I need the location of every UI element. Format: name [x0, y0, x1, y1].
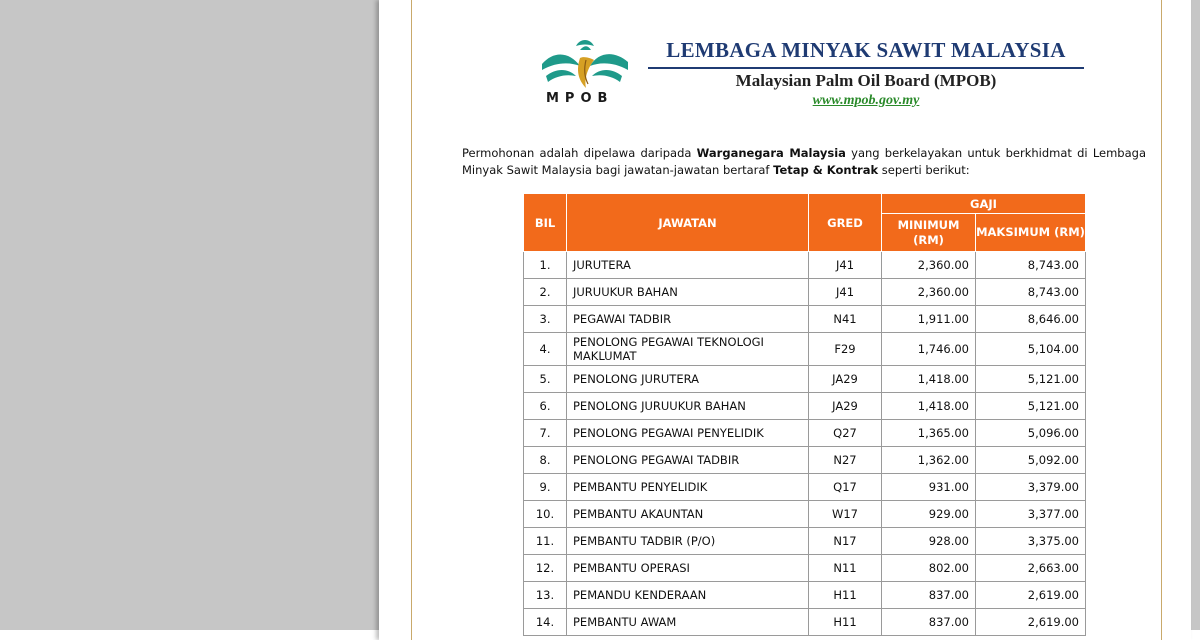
cell-maksimum: 5,092.00: [976, 447, 1086, 474]
cell-jawatan: PEMANDU KENDERAAN: [567, 582, 809, 609]
cell-minimum: 931.00: [882, 474, 976, 501]
cell-bil: 10.: [524, 501, 567, 528]
cell-bil: 4.: [524, 333, 567, 366]
cell-jawatan: PEGAWAI TADBIR: [567, 306, 809, 333]
table-row: [524, 609, 1086, 636]
cell-bil: 11.: [524, 528, 567, 555]
intro-bold-citizenship: Warganegara Malaysia: [696, 146, 846, 160]
cell-maksimum: 3,379.00: [976, 474, 1086, 501]
header-jawatan: JAWATAN: [567, 194, 809, 252]
cell-minimum: 2,360.00: [882, 279, 976, 306]
cell-gred: N11: [809, 555, 882, 582]
cell-maksimum: 3,377.00: [976, 501, 1086, 528]
intro-text-2: yang berkelayakan untuk berkhidmat di Lembaga Minyak Sawit Malaysia bagi jawatan-jawatan bertaraf: [462, 146, 1146, 177]
header-gaji: GAJI: [882, 194, 1086, 214]
cell-gred: H11: [809, 582, 882, 609]
cell-jawatan: PEMBANTU OPERASI: [567, 555, 809, 582]
cell-bil: 3.: [524, 306, 567, 333]
cell-minimum: 837.00: [882, 582, 976, 609]
cell-bil: 13.: [524, 582, 567, 609]
cell-maksimum: 2,663.00: [976, 555, 1086, 582]
cell-gred: J41: [809, 279, 882, 306]
header-minimum: MINIMUM (RM): [882, 214, 976, 252]
cell-maksimum: 3,375.00: [976, 528, 1086, 555]
table-row: [524, 582, 1086, 609]
cell-bil: 8.: [524, 447, 567, 474]
table-row: [524, 420, 1086, 447]
cell-bil: 9.: [524, 474, 567, 501]
cell-jawatan: PEMBANTU AKAUNTAN: [567, 501, 809, 528]
logo-wordmark: MPOB: [546, 91, 614, 106]
cell-bil: 2.: [524, 279, 567, 306]
cell-maksimum: 5,121.00: [976, 366, 1086, 393]
cell-jawatan: PENOLONG PEGAWAI TADBIR: [567, 447, 809, 474]
cell-jawatan: PENOLONG JURUUKUR BAHAN: [567, 393, 809, 420]
intro-paragraph: [462, 145, 1146, 178]
cell-bil: 5.: [524, 366, 567, 393]
cell-jawatan: PENOLONG PEGAWAI PENYELIDIK: [567, 420, 809, 447]
cell-jawatan: PEMBANTU AWAM: [567, 609, 809, 636]
table-row: [524, 333, 1086, 366]
cell-bil: 12.: [524, 555, 567, 582]
table-row: [524, 279, 1086, 306]
table-row: [524, 501, 1086, 528]
cell-minimum: 1,418.00: [882, 393, 976, 420]
cell-minimum: 1,418.00: [882, 366, 976, 393]
table-row: [524, 366, 1086, 393]
cell-minimum: 1,365.00: [882, 420, 976, 447]
table-row: [524, 306, 1086, 333]
cell-bil: 6.: [524, 393, 567, 420]
cell-jawatan: PENOLONG JURUTERA: [567, 366, 809, 393]
cell-maksimum: 2,619.00: [976, 609, 1086, 636]
cell-gred: Q27: [809, 420, 882, 447]
table-row: [524, 393, 1086, 420]
table-row: [524, 555, 1086, 582]
intro-bold-status: Tetap & Kontrak: [773, 162, 879, 177]
cell-gred: N17: [809, 528, 882, 555]
cell-maksimum: 8,743.00: [976, 252, 1086, 279]
cell-minimum: 1,746.00: [882, 333, 976, 366]
table-row: [524, 474, 1086, 501]
cell-gred: JA29: [809, 366, 882, 393]
cell-maksimum: 5,121.00: [976, 393, 1086, 420]
cell-jawatan: PEMBANTU TADBIR (P/O): [567, 528, 809, 555]
cell-gred: N27: [809, 447, 882, 474]
cell-maksimum: 8,743.00: [976, 279, 1086, 306]
cell-minimum: 802.00: [882, 555, 976, 582]
cell-gred: W17: [809, 501, 882, 528]
vacancy-table-body: [524, 252, 1086, 636]
cell-maksimum: 8,646.00: [976, 306, 1086, 333]
cell-bil: 14.: [524, 609, 567, 636]
cell-bil: 7.: [524, 420, 567, 447]
cell-jawatan: PENOLONG PEGAWAI TEKNOLOGI MAKLUMAT: [567, 333, 809, 366]
cell-minimum: 929.00: [882, 501, 976, 528]
header-maksimum: MAKSIMUM (RM): [976, 214, 1086, 252]
cell-minimum: 1,362.00: [882, 447, 976, 474]
cell-minimum: 837.00: [882, 609, 976, 636]
table-row: [524, 447, 1086, 474]
cell-minimum: 1,911.00: [882, 306, 976, 333]
intro-text-3: seperti berikut:: [878, 162, 970, 177]
vacancy-table: [523, 193, 1086, 636]
title-underline: [648, 67, 1084, 69]
cell-gred: JA29: [809, 393, 882, 420]
table-row: [524, 528, 1086, 555]
cell-jawatan: JURUUKUR BAHAN: [567, 279, 809, 306]
organization-title: LEMBAGA MINYAK SAWIT MALAYSIA: [666, 38, 1066, 62]
cell-minimum: 2,360.00: [882, 252, 976, 279]
organization-subtitle: Malaysian Palm Oil Board (MPOB): [735, 71, 997, 90]
cell-minimum: 928.00: [882, 528, 976, 555]
cell-jawatan: JURUTERA: [567, 252, 809, 279]
header-bil: BIL: [524, 194, 567, 252]
cell-maksimum: 2,619.00: [976, 582, 1086, 609]
cell-jawatan: PEMBANTU PENYELIDIK: [567, 474, 809, 501]
intro-text-1: Permohonan adalah dipelawa daripada: [462, 146, 697, 160]
cell-maksimum: 5,104.00: [976, 333, 1086, 366]
cell-gred: J41: [809, 252, 882, 279]
cell-gred: Q17: [809, 474, 882, 501]
table-row: [524, 252, 1086, 279]
cell-gred: F29: [809, 333, 882, 366]
cell-maksimum: 5,096.00: [976, 420, 1086, 447]
header-gred: GRED: [809, 194, 882, 252]
cell-gred: H11: [809, 609, 882, 636]
website-link[interactable]: www.mpob.gov.my: [812, 93, 920, 108]
cell-bil: 1.: [524, 252, 567, 279]
cell-gred: N41: [809, 306, 882, 333]
